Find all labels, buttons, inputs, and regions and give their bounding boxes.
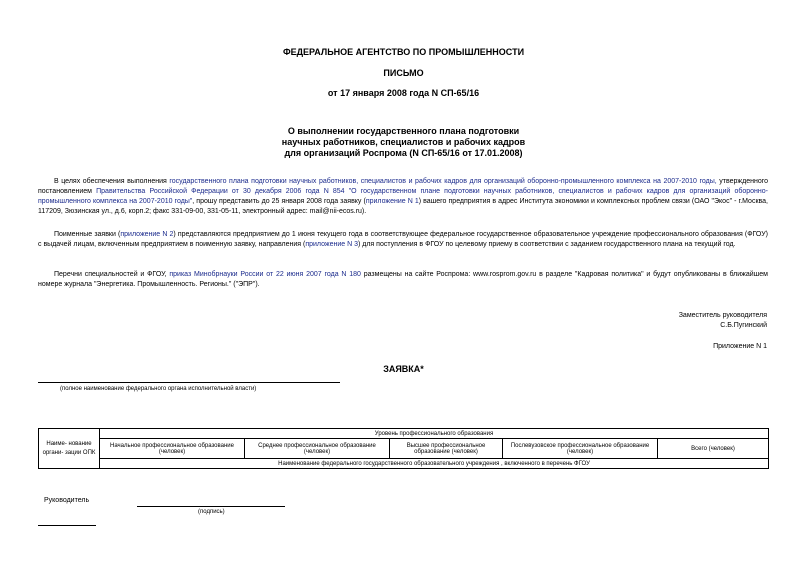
column-header: Всего (человек)	[658, 439, 769, 459]
signature-line	[137, 506, 285, 507]
ministry-order-link[interactable]: приказ Минобрнауки России от 22 июня 2007 года N 180	[169, 271, 361, 278]
signer-name: С.Б.Пугинский	[720, 322, 767, 329]
institution-header: Наименование федерального государственного образовательного учреждения , включенного в перечень ФГОУ	[100, 459, 769, 469]
column-header: Высшее профессиональное образование (человек)	[390, 439, 503, 459]
title-line-1: О выполнении государственного плана подготовки	[287, 126, 520, 136]
plan-link[interactable]: государственного плана подготовки научных работников, специалистов и рабочих кадров для организаций оборонно-промышленного комплекса на 2007-2010 годы,	[169, 178, 717, 185]
org-column-header: Наиме- нование органи- зации ОПК	[39, 429, 100, 469]
title-line-2: научных работников, специалистов и рабочих кадров	[281, 137, 526, 147]
column-header: Послевузовское профессиональное образование (человек)	[503, 439, 658, 459]
appendix-1-link[interactable]: приложение N 1	[365, 198, 419, 205]
appendix-label: Приложение N 1	[713, 343, 767, 350]
paragraph-3: Перечни специальностей и ФГОУ, приказ Минобрнауки России от 22 июня 2007 года N 180 размещены на сайте Роспрома: www.rosprom.gov.ru в разделе "Кадровая политика" и будут опубликованы в ближайшем номере журнала "Энергетика. Промышленность. Регионы." ("ЭПР").	[38, 271, 768, 288]
footnote-separator	[38, 525, 96, 526]
signature-caption: (подпись)	[198, 509, 225, 515]
column-header: Начальное профессиональное образование (человек)	[100, 439, 245, 459]
paragraph-1: В целях обеспечения выполнения государственного плана подготовки научных работников, специалистов и рабочих кадров для организаций оборонно-промышленного комплекса на 2007-2010 годы, утвержденного постановлением Правительства Российской Федерации от 30 декабря 2006 года N 854 "О государственном плане подготовки научных работников, специалистов и рабочих кадров для организаций оборонно-промышленного комплекса на 2007-2010 годы", прошу представить до 25 января 2008 года заявку (приложение N 1) вашего предприятия в адрес Института экономики и комплексных проблем связи (ОАО "Экос" - г.Москва, 117209, Зюзинская ул., д.6, корп.2; факс 331-09-00, 331-05-11, электронный адрес: mail@nii-ecos.ru).	[38, 178, 768, 215]
request-table	[38, 428, 769, 469]
org-name-caption: (полное наименование федерального органа исполнительной власти)	[60, 386, 257, 392]
column-header: Среднее профессиональное образование (человек)	[245, 439, 390, 459]
signer-position: Заместитель руководителя	[678, 312, 767, 319]
org-name-line	[38, 382, 340, 383]
request-title: ЗАЯВКА*	[383, 364, 424, 374]
document-date: от 17 января 2008 года N СП-65/16	[327, 88, 480, 98]
government-decree-link[interactable]: Правительства Российской Федерации от 30 декабря 2006 года N 854 "О государственном плане подготовки научных работников, специалистов и рабочих кадров для организаций оборонно-промышленного комплекса на 2007-2010 годы"	[38, 188, 768, 205]
education-level-header: Уровень профессионального образования	[100, 429, 769, 439]
agency-name: ФЕДЕРАЛЬНОЕ АГЕНТСТВО ПО ПРОМЫШЛЕННОСТИ	[282, 47, 525, 57]
document-title	[0, 126, 807, 159]
head-label: Руководитель	[44, 497, 90, 504]
paragraph-2: Поименные заявки (приложение N 2) представляются предприятием до 1 июня текущего года в соответствующее федеральное государственное образовательное учреждение профессионального образования (ФГОУ) с выдачей лицам, включенным предприятием в поименную заявку, направления (приложение N 3) для поступления в ФГОУ по целевому приему в соответствии с заданием государственного плана на текущий год.	[38, 231, 768, 248]
signature-block	[679, 311, 767, 331]
title-line-3: для организаций Роспрома (N СП-65/16 от 17.01.2008)	[284, 148, 523, 158]
appendix-3-link[interactable]: приложение N 3	[305, 241, 358, 248]
appendix-2-link[interactable]: приложение N 2	[120, 231, 174, 238]
document-type: ПИСЬМО	[383, 68, 424, 78]
